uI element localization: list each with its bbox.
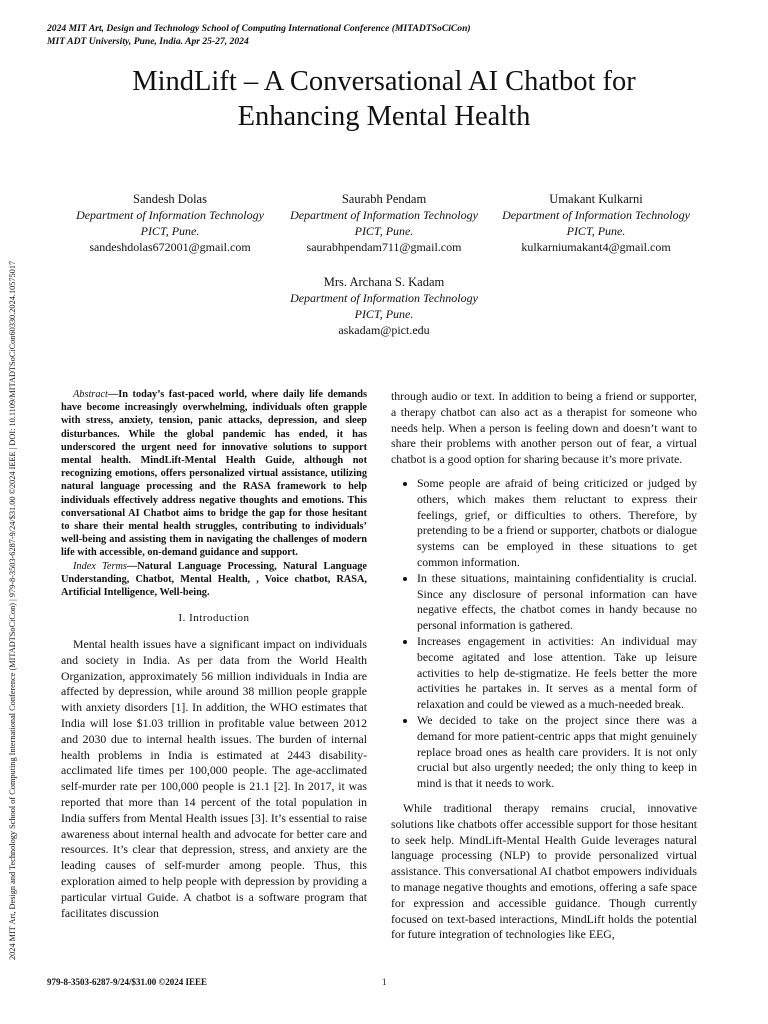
author-department: Department of Information Technology bbox=[290, 291, 478, 305]
list-item: • Some people are afraid of being criticized or judged by others, which makes them reluctant to express their feelings, grief, or difficulties to others. Therefore, by pretending to be a friend or supporter, chatbots or dialogue systems can be employed in these situations to get common information. bbox=[417, 476, 697, 571]
index-terms-text: —Natural Language Processing, Natural Language Understanding, Chatbot, Mental Health, , Voice chatbot, RASA, Artificial Intelligence, Well-being. bbox=[61, 560, 367, 599]
abstract bbox=[61, 388, 367, 560]
abstract-text: —In today’s fast-paced world, where daily life demands have become increasingly overwhelming, individuals often grapple with stress, anxiety, tension, panic attacks, depression, and sleep disturbances. While the global pandemic has ended, it has underscored the urgent need for innovative solutions to support mental health. MindLift-Mental Health Guide, although not recognizing emotions, offers personalized virtual assistance, utilizing natural language processing and the RASA framework to help individuals effectively address negative thoughts and emotions. This conversational AI Chatbot aims to bridge the gap for those hesitant to share their mental health struggles, contributing to individuals’ well-being and assisting them in navigating the challenges of modern life with accessible, on-demand guidance and support. bbox=[61, 389, 367, 559]
author-institution: PICT, Pune. bbox=[354, 224, 414, 238]
author-email: sandeshdolas672001@gmail.com bbox=[89, 240, 251, 254]
author-block-4 bbox=[269, 274, 499, 338]
right-paragraph: While traditional therapy remains crucial, innovative solutions like chatbots offer accessible support for those hesitant to seek help. MindLift-Mental Health Guide leverages natural language processing (NLP) to provide personalized virtual assistance. This conversational AI chatbot empowers individuals to manage negative thoughts and emotions, offering a safe space for expression and accessible guidance. Though currently focused on text-based interactions, MindLift holds the potential for future integration of technologies like EEG, bbox=[391, 800, 697, 942]
author-department: Department of Information Technology bbox=[502, 208, 690, 222]
bullet-list bbox=[391, 476, 697, 792]
conference-line-1: 2024 MIT Art, Design and Technology School of Computing International Conference (MITADTSoCiCon) bbox=[47, 23, 471, 34]
title-line-2: Enhancing Mental Health bbox=[237, 101, 531, 132]
author-name: Umakant Kulkarni bbox=[549, 192, 643, 206]
index-terms-label: Index Terms bbox=[73, 560, 127, 572]
list-item: • In these situations, maintaining confidentiality is crucial. Since any disclosure of personal information can have negative effects, the chatbot comes in handy because no personal information is gathered. bbox=[417, 571, 697, 634]
left-column bbox=[61, 388, 367, 921]
author-name: Sandesh Dolas bbox=[133, 192, 207, 206]
intro-paragraph: Mental health issues have a significant impact on individuals and society in India. As per data from the World Health Organization, approximately 56 million individuals in India are affected by depression, while around 38 million people grapple with anxiety disorders [1]. In addition, the WHO estimates that India will lose $1.03 trillion in profitable value between 2012 and 2030 due to internal health issues. The burden of internal health problems in India is estimated at 2443 disability-acclimated life times per 100,000 people. The age-acclimated self-murder rate per 100,000 people is 21.1 [2]. In 2017, it was reported that more than 14 percent of the total population in India suffers from Mental Health issues [3]. It’s essential to raise awareness about internal health and advocate for better care and resources. It’s clear that depression, stress, and anxiety are the leading causes of self-murder among people. Thus, this exploration aimed to help people with depression by providing a particular virtual Guide. A chatbot is a software program that facilitates discussion bbox=[61, 637, 367, 920]
author-block-3 bbox=[481, 191, 711, 255]
author-department: Department of Information Technology bbox=[76, 208, 264, 222]
conference-header bbox=[47, 22, 471, 48]
author-department: Department of Information Technology bbox=[290, 208, 478, 222]
section-heading: I. Introduction bbox=[178, 612, 250, 625]
right-intro-paragraph: through audio or text. In addition to being a friend or supporter, a therapy chatbot can also act as a therapist for someone who needs help. When a person is feeling down and doesn’t want to share their problems with another person out of fear, a virtual chatbot is a good option for sharing because it’s more private. bbox=[391, 389, 697, 467]
index-terms bbox=[61, 560, 367, 600]
author-block-1 bbox=[55, 191, 285, 255]
page-number: 1 bbox=[382, 977, 387, 987]
author-institution: PICT, Pune. bbox=[566, 224, 626, 238]
list-item: • Increases engagement in activities: An individual may become agitated and lose attention. Take up leisure activities to help de-stigmatize. He feels better the more activities he partakes in. It serves as a mental form of relaxation and could be viewed as a much-needed break. bbox=[417, 634, 697, 713]
author-email: kulkarniumakant4@gmail.com bbox=[521, 240, 671, 254]
author-institution: PICT, Pune. bbox=[140, 224, 200, 238]
paper-title bbox=[60, 64, 708, 134]
list-item: • We decided to take on the project since there was a demand for more patient-centric apps that might genuinely replace broad ones as health care providers. It is not only crucial but also urgently needed; the only thing to keep in mind is that it needs to work. bbox=[417, 713, 697, 792]
author-email: askadam@pict.edu bbox=[338, 323, 430, 337]
author-name: Saurabh Pendam bbox=[341, 192, 427, 206]
footer-isbn: 979-8-3503-6287-9/24/$31.00 ©2024 IEEE bbox=[47, 977, 207, 987]
right-column bbox=[391, 389, 697, 943]
author-name: Mrs. Archana S. Kadam bbox=[323, 275, 445, 289]
author-email: saurabhpendam711@gmail.com bbox=[306, 240, 462, 254]
author-block-2 bbox=[269, 191, 499, 255]
author-institution: PICT, Pune. bbox=[354, 307, 414, 321]
abstract-label: Abstract bbox=[73, 389, 108, 400]
doi-sidebar: 2024 MIT Art, Design and Technology School of Computing International Conference (MITADTSoCiCon) | 979-8-3503-6287-9/24/$31.00 ©2024 IEEE | DOI: 10.1109/MITADTSoCiCon60330.2024.10575017 bbox=[8, 260, 17, 960]
conference-line-2: MIT ADT University, Pune, India. Apr 25-27, 2024 bbox=[47, 36, 249, 47]
title-line-1: MindLift – A Conversational AI Chatbot for bbox=[132, 66, 636, 97]
